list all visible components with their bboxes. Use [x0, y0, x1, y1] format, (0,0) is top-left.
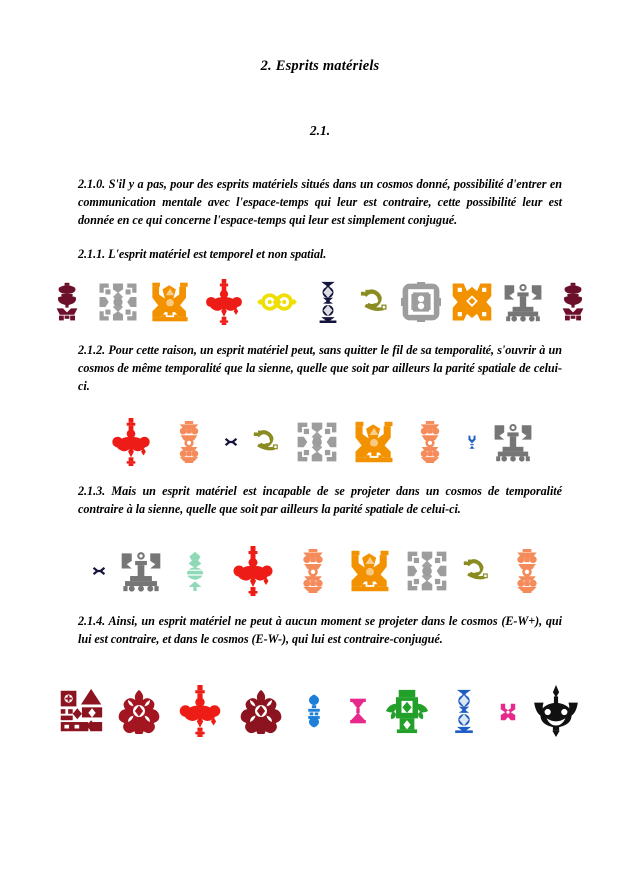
glyph-beaded-column — [307, 281, 349, 323]
glyph-rosette — [116, 688, 162, 734]
glyph-square-seal — [58, 688, 104, 734]
glyph-row-3 — [78, 518, 562, 596]
glyph-beaded-column — [442, 689, 486, 733]
glyph-totem-column — [409, 421, 451, 463]
page-title: 2. Esprits matériels — [260, 58, 380, 74]
paragraph-2-1-0: 2.1.0. S'il y a pas, pour des esprits matériels situés dans un cosmos donné, possibilité d'entrer en communication mentale avec l'espace-temps qui leur est contraire, cette possibilité leur est donnée en ce qui concerne l'espace-temps qui leur est simplement conjugué. — [78, 177, 562, 227]
glyph-row-4 — [78, 649, 562, 737]
paragraph-2-1-4: 2.1.4. Ainsi, un esprit matériel ne peut à aucun moment se projeter dans le cosmos (E-W+), qui lui est contraire, et dans le cosmos (E-W-), qui lui est contraire-conjugué. — [78, 614, 562, 647]
glyph-cross-star — [174, 685, 226, 737]
glyph-hourglass — [344, 697, 372, 725]
glyph-slim-totem — [296, 693, 332, 729]
glyph-row-2 — [78, 396, 562, 466]
glyph-cross-star — [228, 546, 278, 596]
glyph-altar — [120, 550, 162, 592]
paragraph-2-1-1: 2.1.1. L'esprit matériel est temporel et non spatial. — [78, 247, 327, 262]
glyph-cross-star — [201, 279, 247, 325]
glyph-totem-column — [168, 421, 210, 463]
glyph-vertical-ornament — [47, 282, 87, 322]
glyph-spiral-hook — [359, 286, 391, 318]
glyph-lattice-square — [295, 420, 339, 464]
glyph-infinity-chain — [257, 282, 297, 322]
section-number: 2.1. — [309, 123, 331, 138]
glyph-cross-star — [107, 418, 155, 466]
glyph-row-1 — [78, 264, 562, 325]
glyph-trident-idol — [530, 685, 582, 737]
glyph-leaf-column — [175, 551, 215, 591]
glyph-winged-diamond — [451, 281, 493, 323]
glyph-small-butterfly — [498, 701, 518, 721]
glyph-horned-idol — [384, 688, 430, 734]
glyph-lattice-square — [97, 281, 139, 323]
paragraph-2-1-3: 2.1.3. Mais un esprit matériel est incapable de se projeter dans un cosmos de temporalité contraire à la sienne, quelle que soit par ailleurs la parité spatiale de celui-ci. — [78, 483, 562, 516]
glyph-small-knot — [223, 434, 239, 450]
glyph-rosette — [238, 688, 284, 734]
glyph-spiral-hook — [462, 556, 492, 586]
glyph-butterfly — [149, 281, 191, 323]
glyph-totem-column — [505, 549, 549, 593]
glyph-butterfly — [352, 420, 396, 464]
glyph-altar — [503, 282, 543, 322]
paragraph-2-1-2: 2.1.2. Pour cette raison, un esprit matériel peut, sans quitter le fil de sa temporalité, s'ouvrir à un cosmos de même temporalité que la sienne, quelle que soit par ailleurs la parité spatiale de celui-ci. — [78, 343, 562, 393]
glyph-small-knot — [91, 563, 107, 579]
glyph-spiral-hook — [252, 427, 282, 457]
glyph-lattice-square — [405, 549, 449, 593]
glyph-butterfly — [348, 549, 392, 593]
glyph-tiny-figure — [464, 434, 480, 450]
glyph-altar — [493, 422, 533, 462]
glyph-rounded-frame — [401, 282, 441, 322]
glyph-vertical-ornament — [553, 282, 593, 322]
glyph-totem-column — [291, 549, 335, 593]
